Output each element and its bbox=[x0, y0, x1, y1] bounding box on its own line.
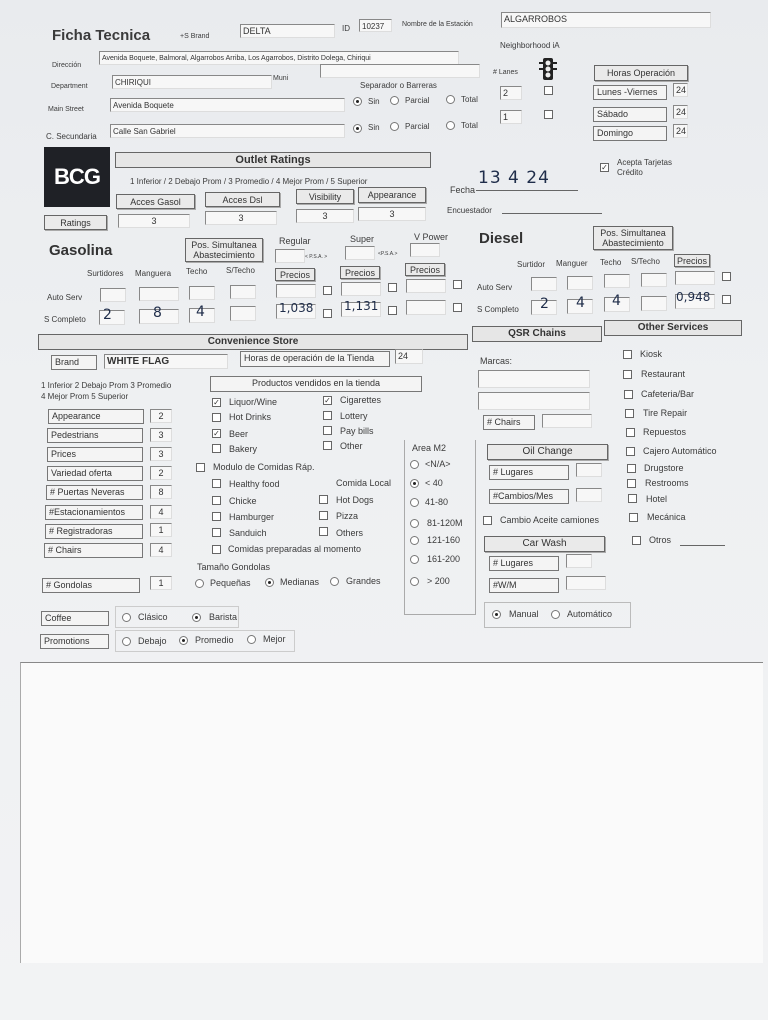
car-wash-button[interactable]: Car Wash bbox=[484, 536, 605, 552]
lanes-label: # Lanes bbox=[493, 69, 518, 76]
regular-label: Regular bbox=[279, 236, 311, 246]
sep-main-sin-label: Sin bbox=[368, 97, 380, 106]
sep-main-parcial-label: Parcial bbox=[405, 96, 430, 105]
domingo-label: Domingo bbox=[593, 126, 667, 141]
area-na-label: <N/A> bbox=[425, 459, 451, 469]
barista-radio[interactable] bbox=[192, 613, 201, 622]
acepta-tarjetas-checkbox[interactable]: ✓ bbox=[601, 163, 608, 172]
automatico-radio[interactable] bbox=[551, 610, 560, 619]
kiosk-label: Kiosk bbox=[640, 349, 663, 359]
bakery-label: Bakery bbox=[229, 444, 258, 454]
pay-bills-label: Pay bills bbox=[340, 426, 374, 436]
gas-auto-stecho[interactable] bbox=[230, 285, 256, 299]
otros-label: Otros bbox=[649, 535, 672, 545]
station-field[interactable]: ALGARROBOS bbox=[501, 12, 711, 28]
sep-main-sin-radio[interactable] bbox=[353, 97, 362, 106]
wash-lugares-field[interactable] bbox=[566, 554, 592, 568]
automatico-label: Automático bbox=[567, 609, 613, 619]
store-chairs-label: # Chairs bbox=[44, 543, 143, 558]
cambio-aceite-checkbox[interactable] bbox=[483, 516, 492, 525]
tire-repair-checkbox[interactable] bbox=[625, 409, 634, 418]
sep-main-parcial-radio[interactable] bbox=[390, 96, 399, 105]
sep-sec-lanes[interactable]: 1 bbox=[500, 110, 522, 124]
gas-sc-vpower-check[interactable] bbox=[453, 303, 462, 312]
diesel-stecho-label: S/Techo bbox=[631, 257, 660, 266]
store-horas-label: Horas de operación de la Tienda bbox=[240, 351, 390, 367]
gas-sc-super-hw: 1,131 bbox=[344, 299, 379, 313]
gas-sc-vpower[interactable] bbox=[406, 300, 446, 315]
gas-auto-vpower-check[interactable] bbox=[453, 280, 462, 289]
brand-field[interactable]: DELTA bbox=[240, 24, 335, 38]
bcg-logo: BCG bbox=[44, 147, 110, 207]
manual-radio[interactable] bbox=[492, 610, 501, 619]
area-40-label: < 40 bbox=[425, 478, 443, 488]
station-label: Nombre de la Estación bbox=[402, 21, 473, 28]
tire-repair-label: Tire Repair bbox=[643, 408, 688, 418]
lottery-checkbox[interactable] bbox=[323, 411, 332, 420]
store-horas-field[interactable]: 24 bbox=[395, 349, 423, 364]
lottery-label: Lottery bbox=[340, 411, 368, 421]
hamburger-checkbox[interactable] bbox=[212, 512, 221, 521]
diesel-auto-techo[interactable] bbox=[604, 274, 630, 288]
cafeteria-checkbox[interactable] bbox=[624, 390, 633, 399]
restaurant-checkbox[interactable] bbox=[623, 370, 632, 379]
diesel-auto-mang[interactable] bbox=[567, 276, 593, 290]
psa-label-2: <P.S.A.> bbox=[378, 251, 398, 257]
mejor-radio[interactable] bbox=[247, 635, 256, 644]
area-na-radio[interactable] bbox=[410, 460, 419, 469]
comidas-preparadas-checkbox[interactable] bbox=[212, 545, 221, 554]
store-pedestrians-label: Pedestrians bbox=[47, 428, 143, 443]
drugstore-label: Drugstore bbox=[644, 463, 684, 473]
notes-textarea[interactable] bbox=[20, 662, 763, 963]
fecha-label: Fecha bbox=[450, 185, 476, 195]
repuestos-label: Repuestos bbox=[643, 427, 687, 437]
store-puertas-field[interactable]: 8 bbox=[150, 485, 172, 499]
diesel-auto-check[interactable] bbox=[722, 272, 731, 281]
repuestos-checkbox[interactable] bbox=[626, 428, 635, 437]
sep-sec-check[interactable] bbox=[544, 110, 553, 119]
oil-lugares-field[interactable] bbox=[576, 463, 602, 477]
diesel-sc-precio-hw: 0,948 bbox=[676, 290, 711, 304]
gas-auto-techo[interactable] bbox=[189, 286, 215, 300]
super-precios-button[interactable]: Precios bbox=[340, 266, 380, 279]
sanduich-checkbox[interactable] bbox=[212, 528, 221, 537]
debajo-label: Debajo bbox=[138, 636, 167, 646]
grandes-radio[interactable] bbox=[330, 577, 339, 586]
mecanica-checkbox[interactable] bbox=[629, 513, 638, 522]
promotions-label: Promotions bbox=[40, 634, 109, 649]
gas-sc-surt-hw: 2 bbox=[103, 307, 112, 323]
diesel-sc-check[interactable] bbox=[722, 295, 731, 304]
comidas-preparadas-label: Comidas preparadas al momento bbox=[228, 544, 362, 554]
qsr-chains-header: QSR Chains bbox=[472, 326, 602, 342]
debajo-radio[interactable] bbox=[122, 637, 131, 646]
gas-auto-regular[interactable] bbox=[276, 284, 316, 298]
diesel-techo-label: Techo bbox=[600, 258, 622, 267]
store-scale-line-1: 1 Inferior 2 Debajo Prom 3 Promedio bbox=[41, 381, 172, 390]
diesel-s-completo-label: S Completo bbox=[477, 305, 519, 314]
cafeteria-label: Cafeteria/Bar bbox=[641, 389, 695, 399]
department-field[interactable]: CHIRIQUI bbox=[112, 75, 272, 89]
area-121-label: 121-160 bbox=[427, 535, 461, 545]
horas-operacion-button[interactable]: Horas Operación bbox=[594, 65, 688, 81]
c-secundaria-label: C. Secundaria bbox=[46, 132, 97, 141]
area-161-label: 161-200 bbox=[427, 554, 461, 564]
visibility-button[interactable]: Visibility bbox=[296, 189, 354, 204]
coffee-label: Coffee bbox=[41, 611, 109, 626]
store-appearance-field[interactable]: 2 bbox=[150, 409, 172, 423]
other-label: Other bbox=[340, 441, 363, 451]
surtidores-label: Surtidores bbox=[87, 269, 124, 278]
ratings-button[interactable]: Ratings bbox=[44, 215, 107, 230]
hot-drinks-label: Hot Drinks bbox=[229, 412, 272, 422]
diesel-title: Diesel bbox=[479, 230, 524, 247]
mejor-label: Mejor bbox=[263, 634, 286, 644]
id-field[interactable]: 10237 bbox=[359, 19, 392, 32]
store-estacionamientos-field[interactable]: 4 bbox=[150, 505, 172, 519]
cigarettes-label: Cigarettes bbox=[340, 395, 382, 405]
gas-sc-regular-hw: 1,038 bbox=[279, 301, 314, 315]
chicke-checkbox[interactable] bbox=[212, 496, 221, 505]
area-81-radio[interactable] bbox=[410, 519, 419, 528]
barista-label: Barista bbox=[209, 612, 238, 622]
acces-gasol-button[interactable]: Acces Gasol bbox=[116, 194, 195, 209]
main-street-label: Main Street bbox=[48, 106, 84, 113]
muni-field[interactable] bbox=[320, 64, 480, 78]
promedio-label: Promedio bbox=[195, 635, 234, 645]
hamburger-label: Hamburger bbox=[229, 512, 275, 522]
other-services-header: Other Services bbox=[604, 320, 742, 336]
gas-sc-stecho[interactable] bbox=[230, 306, 256, 321]
acces-dsl-button[interactable]: Acces Dsl bbox=[205, 192, 280, 207]
pequenas-label: Pequeñas bbox=[210, 578, 251, 588]
sep-sec-total-label: Total bbox=[461, 121, 478, 130]
store-gondolas-label: # Gondolas bbox=[42, 578, 140, 593]
regular-precios-button[interactable]: Precios bbox=[275, 268, 315, 281]
diesel-manguer-label: Manguer bbox=[556, 259, 588, 268]
fecha-handwritten: 13 4 24 bbox=[478, 168, 550, 188]
otros-checkbox[interactable] bbox=[632, 536, 641, 545]
cambio-aceite-label: Cambio Aceite camiones bbox=[500, 515, 600, 525]
modulo-comidas-label: Modulo de Comidas Ráp. bbox=[213, 462, 315, 472]
encuestador-underline bbox=[502, 213, 602, 214]
outlet-ratings-header: Outlet Ratings bbox=[115, 152, 431, 168]
clasico-radio[interactable] bbox=[122, 613, 131, 622]
convenience-store-header: Convenience Store bbox=[38, 334, 468, 350]
gas-auto-surt[interactable] bbox=[100, 288, 126, 302]
sep-sec-parcial-radio[interactable] bbox=[390, 122, 399, 131]
ratings-scale: 1 Inferior / 2 Debajo Prom / 3 Promedio / 4 Mejor Prom / 5 Superior bbox=[130, 177, 368, 186]
gas-sc-mang-hw: 8 bbox=[153, 305, 162, 321]
diesel-sc-techo-hw: 4 bbox=[612, 293, 621, 309]
sep-sec-sin-radio[interactable] bbox=[353, 124, 362, 133]
area-200-label: > 200 bbox=[427, 576, 450, 586]
appearance-button[interactable]: Appearance bbox=[358, 187, 426, 203]
pequenas-radio[interactable] bbox=[195, 579, 204, 588]
sep-sec-sin-label: Sin bbox=[368, 123, 380, 132]
encuestador-label: Encuestador bbox=[447, 206, 492, 215]
healthy-checkbox[interactable] bbox=[212, 479, 221, 488]
store-registradoras-field[interactable]: 1 bbox=[150, 523, 172, 537]
diesel-auto-stecho[interactable] bbox=[641, 273, 667, 287]
hotel-checkbox[interactable] bbox=[628, 494, 637, 503]
diesel-auto-surt[interactable] bbox=[531, 277, 557, 291]
pizza-checkbox[interactable] bbox=[319, 511, 328, 520]
diesel-auto-serv-label: Auto Serv bbox=[477, 283, 513, 292]
hot-drinks-checkbox[interactable] bbox=[212, 413, 221, 422]
marcas-field-1[interactable] bbox=[478, 370, 590, 388]
oil-cambios-field[interactable] bbox=[576, 488, 602, 502]
lunes-label: Lunes -Viernes bbox=[593, 85, 667, 100]
neighborhood-label: Neighborhood iA bbox=[500, 41, 560, 50]
gas-auto-vpower[interactable] bbox=[406, 279, 446, 293]
area-81-label: 81-120M bbox=[427, 518, 463, 528]
area-41-label: 41-80 bbox=[425, 497, 449, 507]
store-variedad-field[interactable]: 2 bbox=[150, 466, 172, 480]
hot-dogs-checkbox[interactable] bbox=[319, 495, 328, 504]
oil-change-button[interactable]: Oil Change bbox=[487, 444, 608, 460]
store-appearance-label: Appearance bbox=[48, 409, 144, 424]
psa-label-1: < P.S.A. > bbox=[305, 254, 328, 260]
oil-lugares-label: # Lugares bbox=[489, 465, 569, 480]
chicke-label: Chicke bbox=[229, 496, 257, 506]
main-street-field[interactable]: Avenida Boquete bbox=[110, 98, 345, 112]
beer-checkbox[interactable]: ✓ bbox=[213, 429, 220, 438]
super-label: Super bbox=[350, 234, 375, 244]
store-scale-line-2: 4 Mejor Prom 5 Superior bbox=[41, 392, 129, 401]
area-40-radio[interactable] bbox=[410, 479, 419, 488]
cigarettes-checkbox[interactable]: ✓ bbox=[324, 396, 331, 405]
sep-main-total-label: Total bbox=[461, 95, 478, 104]
store-variedad-label: Variedad oferta bbox=[47, 466, 143, 481]
store-brand-field[interactable]: WHITE FLAG bbox=[104, 354, 228, 369]
store-prices-field[interactable]: 3 bbox=[150, 447, 172, 461]
store-registradoras-label: # Registradoras bbox=[45, 524, 143, 539]
sanduich-label: Sanduich bbox=[229, 528, 267, 538]
grandes-label: Grandes bbox=[346, 576, 381, 586]
liquor-label: Liquor/Wine bbox=[229, 397, 278, 407]
bakery-checkbox[interactable] bbox=[212, 444, 221, 453]
separador-label: Separador o Barreras bbox=[360, 81, 437, 90]
pizza-label: Pizza bbox=[336, 511, 359, 521]
store-puertas-label: # Puertas Neveras bbox=[46, 485, 143, 500]
store-gondolas-field[interactable]: 1 bbox=[150, 576, 172, 590]
manguera-label: Manguera bbox=[135, 269, 172, 278]
sep-main-check[interactable] bbox=[544, 86, 553, 95]
diesel-precios-button[interactable]: Precios bbox=[674, 254, 710, 267]
qsr-chairs-field[interactable] bbox=[542, 414, 592, 428]
sep-main-lanes[interactable]: 2 bbox=[500, 86, 522, 100]
super-psa-field[interactable] bbox=[345, 246, 375, 260]
store-pedestrians-field[interactable]: 3 bbox=[150, 428, 172, 442]
liquor-checkbox[interactable]: ✓ bbox=[213, 398, 220, 407]
sep-sec-total-radio[interactable] bbox=[446, 121, 455, 130]
others-label: Others bbox=[336, 528, 364, 538]
area-121-radio[interactable] bbox=[410, 536, 419, 545]
healthy-label: Healthy food bbox=[229, 479, 280, 489]
restrooms-label: Restrooms bbox=[645, 478, 689, 488]
diesel-sc-surt-hw: 2 bbox=[540, 296, 549, 312]
productos-vendidos-label: Productos vendidos en la tienda bbox=[210, 376, 422, 392]
gas-pos-simultanea-button[interactable]: Pos. Simultanea Abastecimiento bbox=[185, 238, 263, 262]
area-m2-label: Area M2 bbox=[412, 443, 447, 453]
gas-sc-super-check[interactable] bbox=[388, 306, 397, 315]
medianas-radio[interactable] bbox=[265, 578, 274, 587]
restrooms-checkbox[interactable] bbox=[627, 479, 636, 488]
fecha-underline bbox=[476, 190, 578, 191]
gas-sc-techo-hw: 4 bbox=[196, 304, 205, 320]
vpower-precios-button[interactable]: Precios bbox=[405, 263, 445, 276]
drugstore-checkbox[interactable] bbox=[627, 464, 636, 473]
diesel-surtidor-label: Surtidor bbox=[517, 260, 546, 269]
hotel-label: Hotel bbox=[646, 494, 668, 504]
muni-label: Muni bbox=[273, 75, 289, 82]
sabado-label: Sábado bbox=[593, 107, 667, 122]
restaurant-label: Restaurant bbox=[641, 369, 686, 379]
rating-acces-dsl[interactable]: 3 bbox=[205, 211, 277, 225]
modulo-comidas-checkbox[interactable] bbox=[196, 463, 205, 472]
cajero-checkbox[interactable] bbox=[626, 447, 635, 456]
qsr-chairs-label: # Chairs bbox=[483, 415, 535, 430]
domingo-field[interactable]: 24 bbox=[673, 124, 688, 138]
rating-acces-gasol[interactable]: 3 bbox=[118, 214, 190, 228]
traffic-light-icon bbox=[538, 58, 558, 80]
manual-label: Manual bbox=[509, 609, 539, 619]
area-41-radio[interactable] bbox=[410, 498, 419, 507]
gas-auto-super[interactable] bbox=[341, 282, 381, 296]
vpower-label: V Power bbox=[414, 232, 449, 242]
gas-s-completo-label: S Completo bbox=[44, 315, 86, 324]
medianas-label: Medianas bbox=[280, 577, 320, 587]
store-estacionamientos-label: #Estacionamientos bbox=[45, 505, 143, 520]
acepta-tarjetas-label: Acepta Tarjetas Crédito bbox=[617, 158, 672, 177]
department-label: Department bbox=[51, 83, 88, 90]
c-secundaria-field[interactable]: Calle San Gabriel bbox=[110, 124, 345, 138]
gas-auto-super-check[interactable] bbox=[388, 283, 397, 292]
comida-local-label: Comida Local bbox=[336, 478, 392, 488]
diesel-auto-precio[interactable] bbox=[675, 271, 715, 285]
sabado-field[interactable]: 24 bbox=[673, 105, 688, 119]
gas-sc-regular-check[interactable] bbox=[323, 309, 332, 318]
id-label: ID bbox=[342, 24, 350, 33]
regular-psa-field[interactable] bbox=[275, 249, 305, 263]
promedio-radio[interactable] bbox=[179, 636, 188, 645]
diesel-sc-mang-hw: 4 bbox=[576, 295, 585, 311]
techo-label: Techo bbox=[186, 267, 208, 276]
gas-auto-mang[interactable] bbox=[139, 287, 179, 301]
gas-auto-serv-label: Auto Serv bbox=[47, 293, 83, 302]
wash-wm-field[interactable] bbox=[566, 576, 606, 590]
others-checkbox[interactable] bbox=[319, 527, 328, 536]
gas-auto-regular-check[interactable] bbox=[323, 286, 332, 295]
direccion-label: Dirección bbox=[52, 62, 82, 69]
store-chairs-field[interactable]: 4 bbox=[150, 543, 172, 557]
tamano-gondolas-label: Tamaño Gondolas bbox=[197, 562, 271, 572]
rating-appearance[interactable]: 3 bbox=[358, 207, 426, 221]
store-brand-label: Brand bbox=[51, 355, 97, 370]
area-161-radio[interactable] bbox=[410, 555, 419, 564]
diesel-pos-simultanea-button[interactable]: Pos. Simultanea Abastecimiento bbox=[593, 226, 673, 250]
other-checkbox[interactable] bbox=[323, 441, 332, 450]
wash-wm-label: #W/M bbox=[489, 578, 559, 593]
kiosk-checkbox[interactable] bbox=[623, 350, 632, 359]
marcas-label: Marcas: bbox=[480, 356, 513, 366]
mecanica-label: Mecánica bbox=[647, 512, 686, 522]
gasolina-title: Gasolina bbox=[49, 242, 113, 259]
lunes-field[interactable]: 24 bbox=[673, 83, 688, 97]
sep-main-total-radio[interactable] bbox=[446, 95, 455, 104]
oil-cambios-label: #Cambios/Mes bbox=[489, 489, 569, 504]
area-200-radio[interactable] bbox=[410, 577, 419, 586]
rating-visibility[interactable]: 3 bbox=[296, 209, 354, 223]
sep-sec-parcial-label: Parcial bbox=[405, 122, 430, 131]
brand-label: +S Brand bbox=[180, 33, 210, 40]
beer-label: Beer bbox=[229, 429, 249, 439]
hot-dogs-label: Hot Dogs bbox=[336, 495, 374, 505]
pay-bills-checkbox[interactable] bbox=[323, 426, 332, 435]
wash-lugares-label: # Lugares bbox=[489, 556, 559, 571]
cajero-label: Cajero Automático bbox=[643, 446, 717, 456]
clasico-label: Clásico bbox=[138, 612, 168, 622]
marcas-field-2[interactable] bbox=[478, 392, 590, 410]
vpower-psa-field[interactable] bbox=[410, 243, 440, 257]
stecho-label: S/Techo bbox=[226, 266, 255, 275]
store-prices-label: Prices bbox=[47, 447, 143, 462]
diesel-sc-stecho[interactable] bbox=[641, 296, 667, 311]
page-title: Ficha Tecnica bbox=[52, 27, 151, 44]
otros-underline bbox=[680, 545, 725, 546]
direccion-field[interactable]: Avenida Boquete, Balmoral, Algarrobos Arriba, Los Agarrobos, Distrito Dolega, Chiriqui bbox=[99, 51, 459, 65]
